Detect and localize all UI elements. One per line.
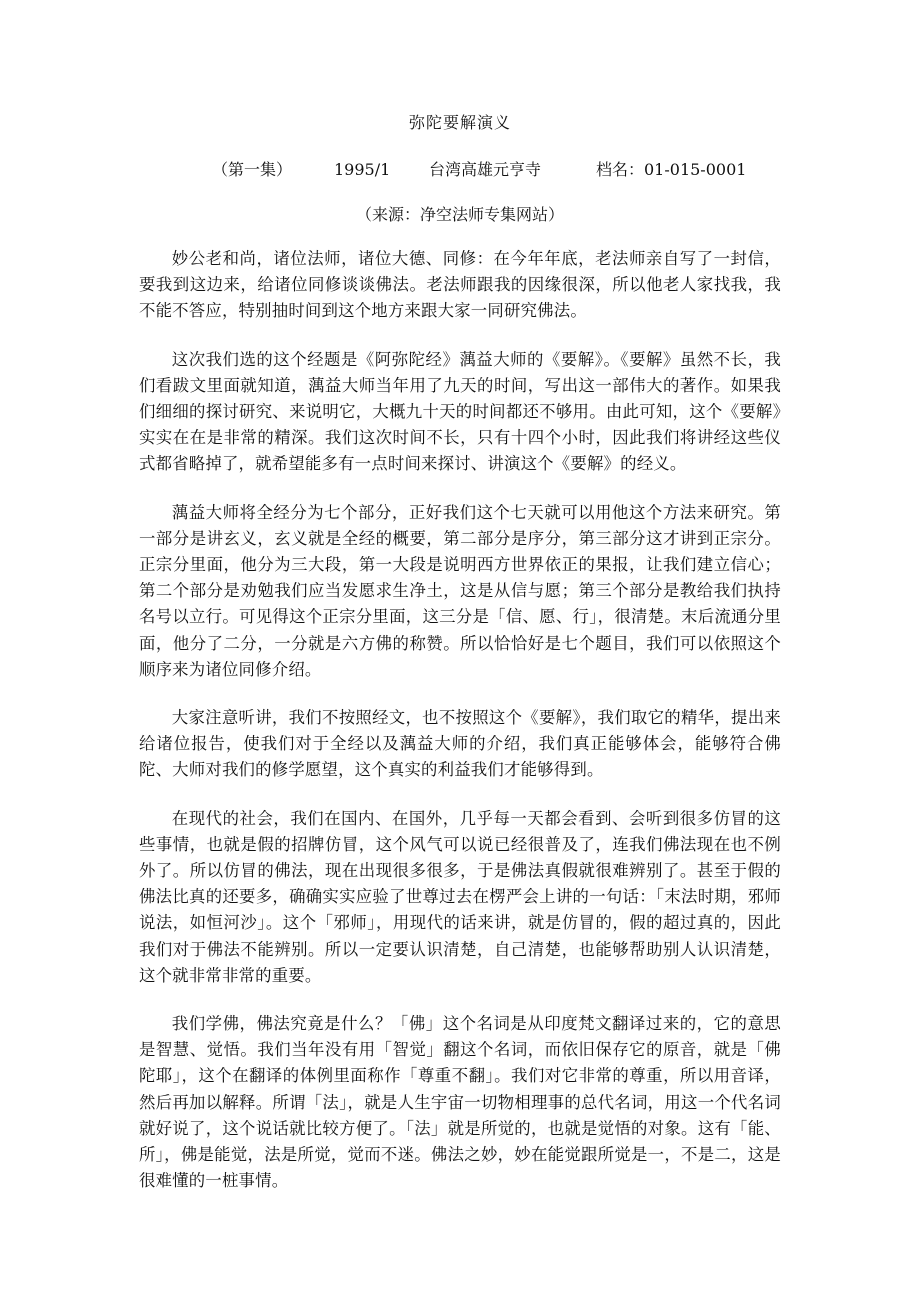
archive-label: 档名：01-015-0001: [596, 160, 747, 179]
episode-label: （第一集）: [212, 160, 293, 179]
paragraph: 大家注意听讲，我们不按照经文，也不按照这个《要解》，我们取它的精华，提出来给诸位报告，使我们对于全经以及蕅益大师的介绍，我们真正能够体会，能够符合佛陀、大师对我们的修学愿望，这个真实的利益我们才能够得到。: [139, 708, 781, 780]
paragraph: 在现代的社会，我们在国内、在国外，几乎每一天都会看到、会听到很多仿冒的这些事情，也就是假的招牌仿冒，这个风气可以说已经很普及了，连我们佛法现在也不例外了。所以仿冒的佛法，现在出现很多很多，于是佛法真假就很难辨别了。甚至于假的佛法比真的还要多，确确实实应验了世尊过去在楞严会上讲的一句话：「末法时期，邪师说法，如恒河沙」。这个「邪师」，用现代的话来讲，就是仿冒的，假的超过真的，因此我们对于佛法不能辨别。所以一定要认识清楚，自己清楚，也能够帮助别人认识清楚，这个就非常非常的重要。: [139, 808, 781, 985]
paragraph: 蕅益大师将全经分为七个部分，正好我们这个七天就可以用他这个方法来研究。第一部分是讲玄义，玄义就是全经的概要，第二部分是序分，第三部分这才讲到正宗分。正宗分里面，他分为三大段，第一大段是说明西方世界依正的果报，让我们建立信心；第二个部分是劝勉我们应当发愿求生净土，这是从信与愿；第三个部分是教给我们执持名号以立行。可见得这个正宗分里面，这三分是「信、愿、行」，很清楚。末后流通分里面，他分了二分，一分就是六方佛的称赞。所以恰恰好是七个题目，我们可以依照这个顺序来为诸位同修介绍。: [139, 502, 781, 679]
location-label: 台湾高雄元亨寺: [429, 160, 542, 179]
paragraph: 这次我们选的这个经题是《阿弥陀经》蕅益大师的《要解》。《要解》虽然不长，我们看跋文里面就知道，蕅益大师当年用了九天的时间，写出这一部伟大的著作。如果我们细细的探讨研究、来说明它，大概九十天的时间都还不够用。由此可知，这个《要解》实实在在是非常的精深。我们这次时间不长，只有十四个小时，因此我们将讲经这些仪式都省略掉了，就希望能多有一点时间来探讨、讲演这个《要解》的经义。: [139, 349, 781, 474]
paragraph: 妙公老和尚，诸位法师，诸位大德、同修：在今年年底，老法师亲自写了一封信，要我到这边来，给诸位同修谈谈佛法。老法师跟我的因缘很深，所以他老人家找我，我不能不答应，特别抽时间到这个地方来跟大家一同研究佛法。: [139, 249, 781, 321]
document-body: [139, 246, 781, 1217]
source-line: （来源：净空法师专集网站）: [355, 205, 564, 224]
document-title: 弥陀要解演义: [408, 113, 511, 132]
date-label: 1995/1: [334, 160, 391, 179]
paragraph: 我们学佛，佛法究竟是什么？「佛」这个名词是从印度梵文翻译过来的，它的意思是智慧、觉悟。我们当年没有用「智觉」翻这个名词，而依旧保存它的原音，就是「佛陀耶」，这个在翻译的体例里面称作「尊重不翻」。我们对它非常的尊重，所以用音译，然后再加以解释。所谓「法」，就是人生宇宙一切物相理事的总代名词，用这一个代名词就好说了，这个说话就比较方便了。「法」就是所觉的，也就是觉悟的对象。这有「能、所」，佛是能觉，法是所觉，觉而不迷。佛法之妙，妙在能觉跟所觉是一，不是二，这是很难懂的一桩事情。: [139, 1014, 781, 1191]
